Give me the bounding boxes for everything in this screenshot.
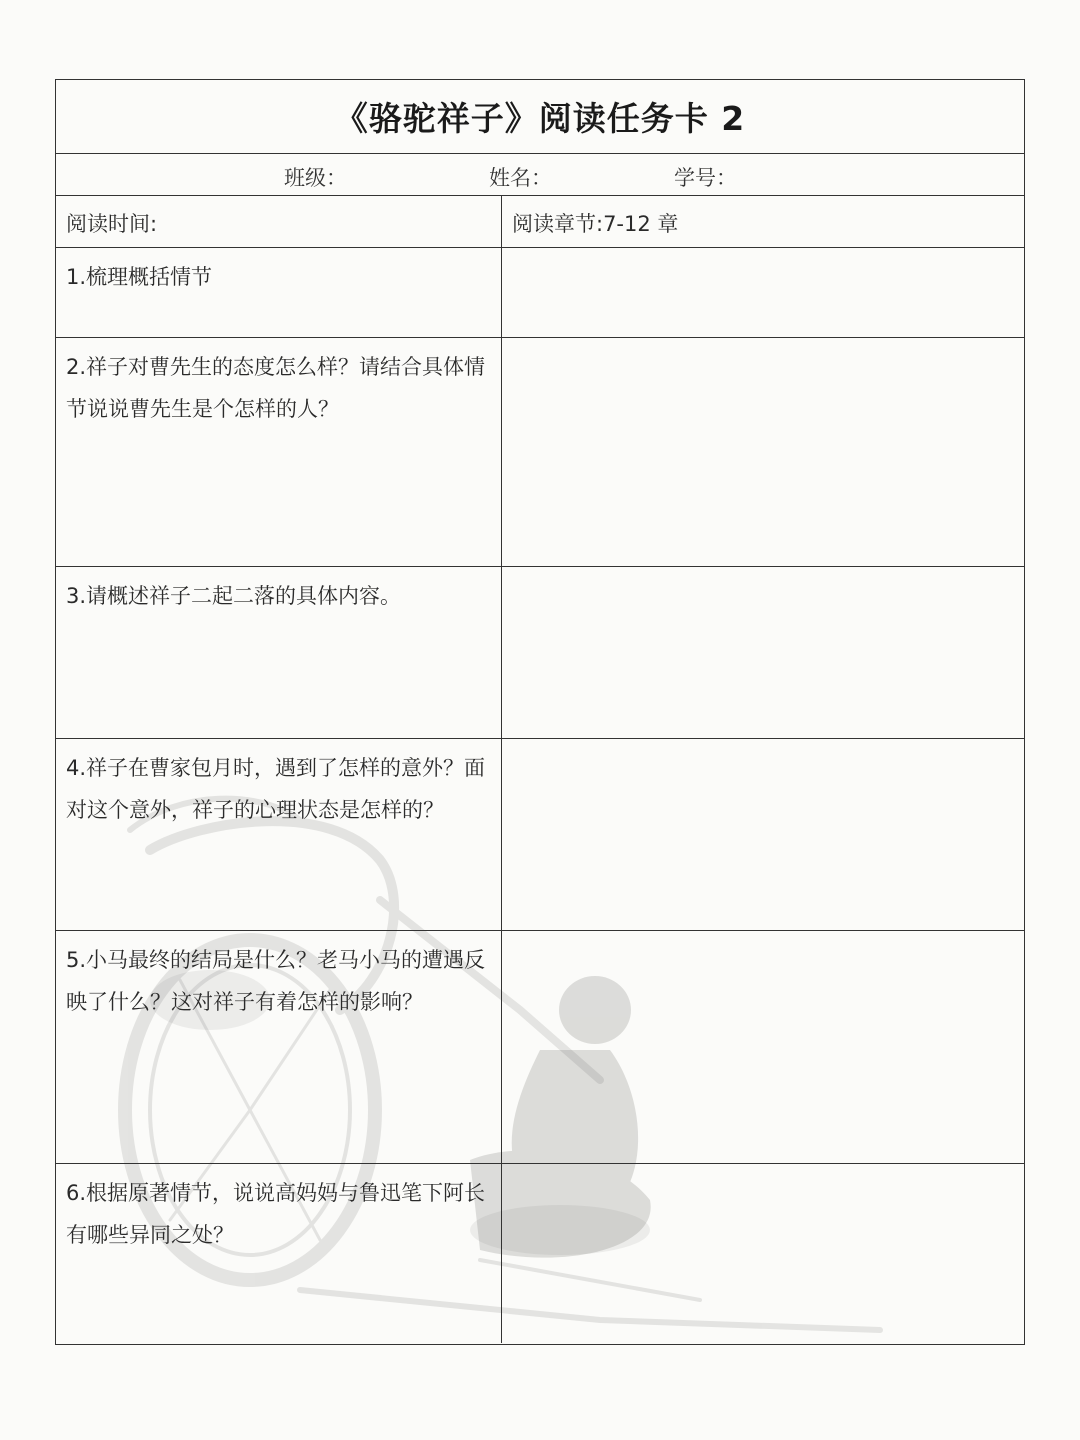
- question-text: 1.梳理概括情节: [56, 248, 502, 337]
- answer-area[interactable]: [502, 739, 1024, 930]
- question-row: [56, 567, 1024, 739]
- student-info-row: [56, 153, 1024, 196]
- question-text: 4.祥子在曹家包月时，遇到了怎样的意外？面对这个意外，祥子的心理状态是怎样的？: [56, 739, 502, 930]
- reading-meta-row: [56, 195, 1024, 248]
- reading-chapters-label: 阅读章节:7-12 章: [512, 212, 679, 236]
- question-row: [56, 338, 1024, 567]
- answer-area[interactable]: [502, 567, 1024, 738]
- question-text: 6.根据原著情节，说说高妈妈与鲁迅笔下阿长有哪些异同之处？: [56, 1164, 502, 1343]
- question-row: [56, 739, 1024, 931]
- question-row: [56, 931, 1024, 1164]
- class-label: 班级：: [284, 166, 347, 190]
- question-row: [56, 1164, 1024, 1343]
- student-number-label: 学号：: [674, 166, 737, 190]
- question-row: [56, 248, 1024, 338]
- reading-task-card: [55, 79, 1025, 1345]
- name-label: 姓名：: [489, 166, 552, 190]
- answer-area[interactable]: [502, 931, 1024, 1163]
- question-text: 3.请概述祥子二起二落的具体内容。: [56, 567, 502, 738]
- answer-area[interactable]: [502, 1164, 1024, 1343]
- card-title: 《骆驼祥子》阅读任务卡 2: [56, 80, 1024, 154]
- reading-time-label: 阅读时间:: [56, 195, 502, 247]
- answer-area[interactable]: [502, 338, 1024, 566]
- question-text: 2.祥子对曹先生的态度怎么样？请结合具体情节说说曹先生是个怎样的人？: [56, 338, 502, 566]
- question-text: 5.小马最终的结局是什么？老马小马的遭遇反映了什么？这对祥子有着怎样的影响？: [56, 931, 502, 1163]
- answer-area[interactable]: [502, 248, 1024, 337]
